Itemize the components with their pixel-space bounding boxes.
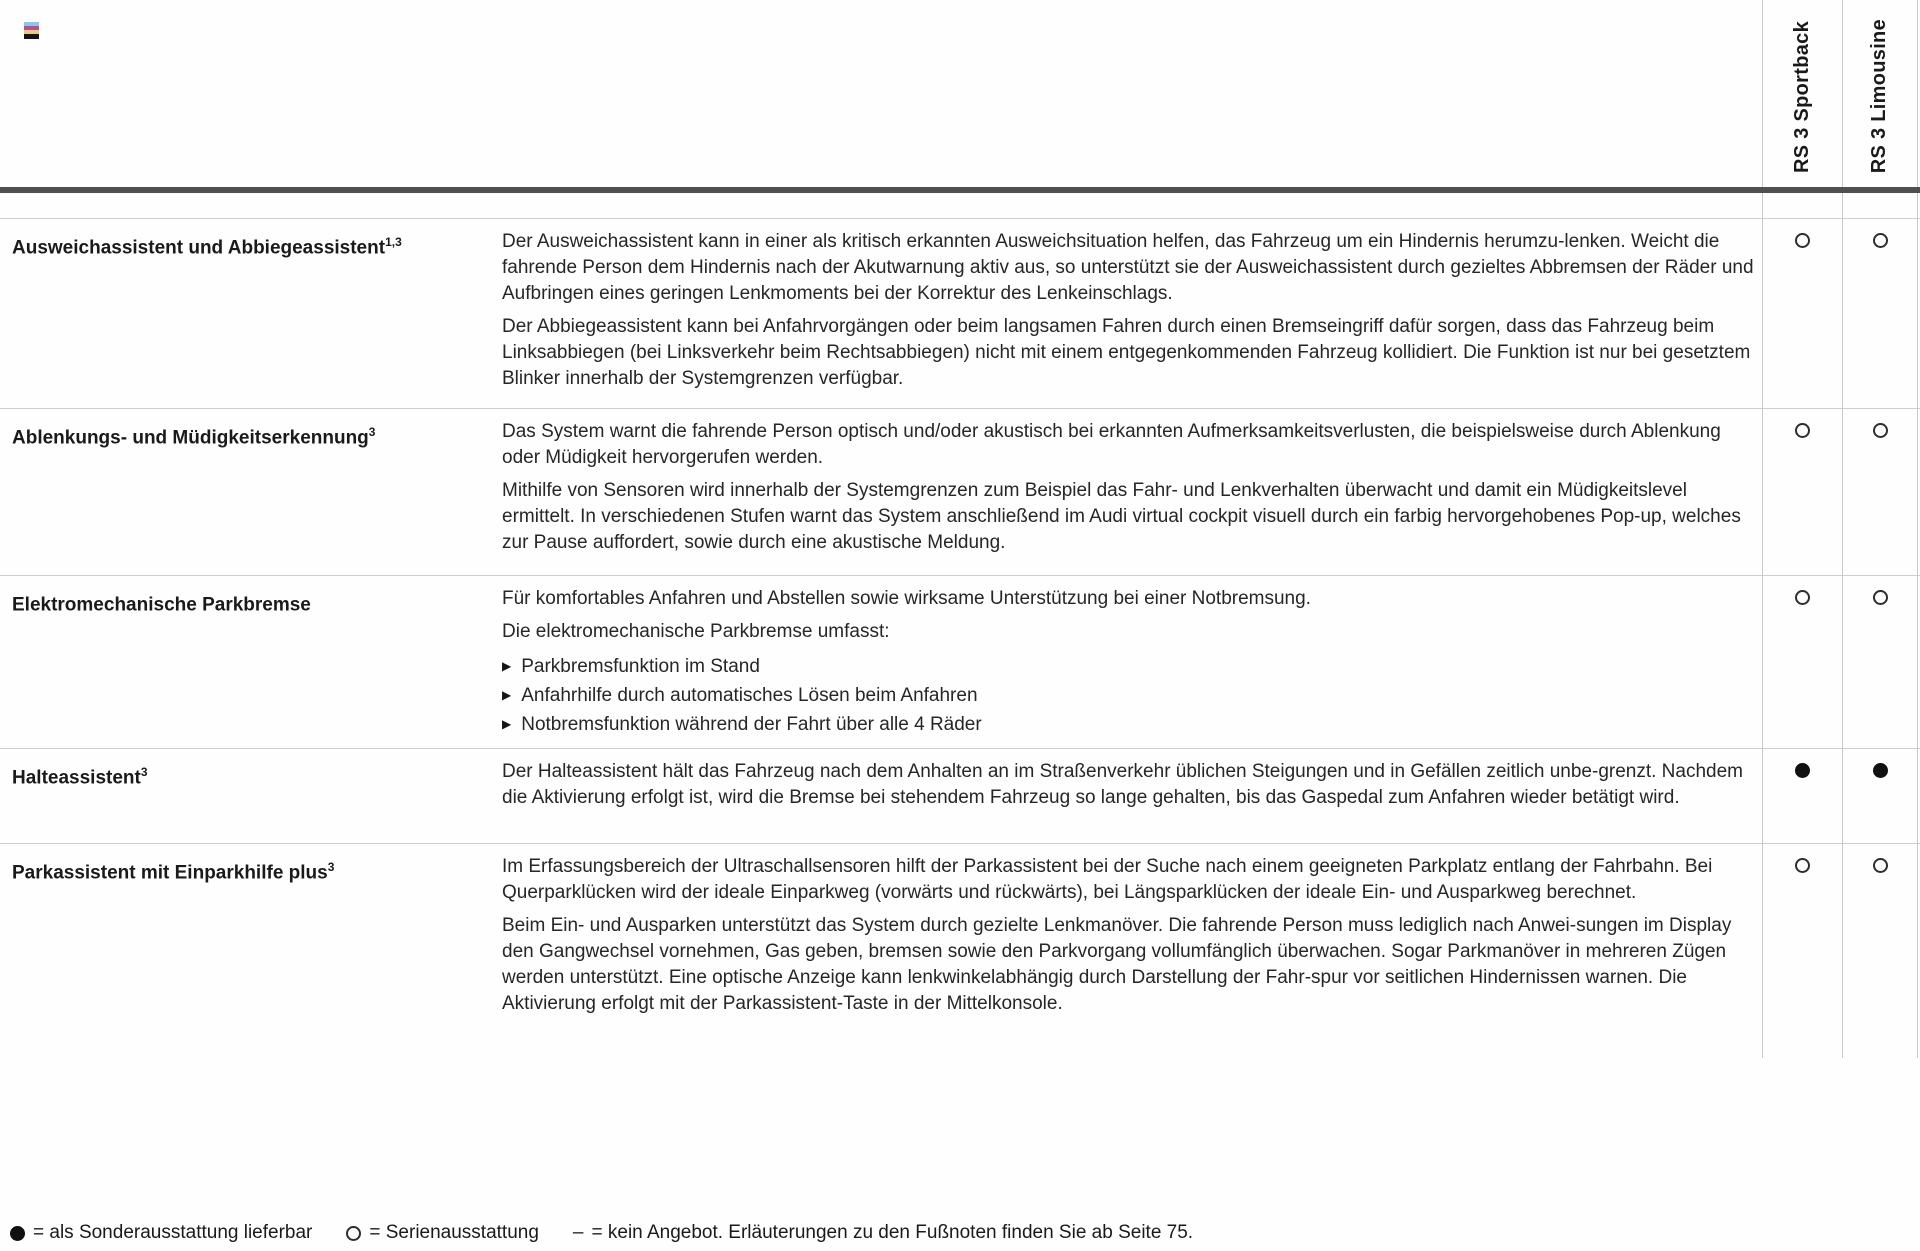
limousine-availability <box>1843 844 1917 1058</box>
footnote-superscript: 3 <box>140 765 148 779</box>
description-paragraph: Das System warnt die fahrende Person optisch und/oder akustisch bei erkannten Aufmerksamkeitsverlusten, die beispielsweise durch Ablenkung oder Müdigkeit hervorgerufen werden. <box>502 421 1721 468</box>
description-paragraph: Mithilfe von Sensoren wird innerhalb der Systemgrenzen zum Beispiel das Fahr- und Lenkverhalten überwacht und damit ein Müdigkeitslevel ermittelt. In verschiedenen Stufen warnt das System anschließend im Audi virtual cockpit visuell durch ein farbig hervorgehobenes Pop-up, welches zur Pause auffordert, sowie durch eine akustische Meldung. <box>502 480 1741 553</box>
description-paragraph: Der Abbiegeassistent kann bei Anfahrvorgängen oder beim langsamen Fahren durch einen Bremseingriff dafür sorgen, dass das Fahrzeug beim Linksabbiegen (bei Linksverkehr beim Rechtsabbiegen) nicht mit einem entgegenkommenden Fahrzeug kollidiert. Die Funktion ist nur bei gesetztem Blinker innerhalb der Systemgrenzen verfügbar. <box>502 316 1751 389</box>
availability-circle-icon <box>1873 763 1888 778</box>
feature-name: Ablenkungs- und Müdigkeitserkennung$^3$ <box>12 425 376 449</box>
limousine-availability <box>1843 576 1917 748</box>
feature-name: Parkassistent mit Einparkhilfe plus$^3$ <box>12 860 335 884</box>
limousine-availability <box>1843 749 1917 843</box>
description-paragraph: Beim Ein- und Ausparken unterstützt das System durch gezielte Lenkmanöver. Die fahrende Person muss lediglich nach Anwei-sungen im Display den Gangwechsel vornehmen, Gas geben, bremsen sowie den Parkvorgang vollumfänglich überwachen. Sogar Parkmanöver in mehreren Zügen werden unterstützt. Eine optische Anzeige kann lenkwinkelabhängig durch Darstellung der Fahr-spur vor seitlichen Hindernissen warnen. Die Aktivierung erfolgt mit der Parkassistent-Taste in der Mittelkonsole. <box>502 915 1732 1014</box>
bullet-item: ▶ Notbremsfunktion während der Fahrt über alle 4 Räder <box>502 714 982 735</box>
legend-none <box>573 1222 1193 1244</box>
limousine-availability <box>1843 219 1917 408</box>
column-header-limousine <box>1842 0 1917 187</box>
feature-description <box>502 854 1755 1024</box>
header-divider-bar <box>0 187 1920 193</box>
availability-circle-icon <box>1795 590 1810 605</box>
legend-standard <box>346 1222 539 1244</box>
availability-circle-icon <box>1873 423 1888 438</box>
legend-optional-text: = als Sonderausstattung lieferbar <box>33 1222 313 1243</box>
feature-bullet-list <box>502 655 1755 738</box>
limousine-availability <box>1843 409 1917 575</box>
dash-icon: – <box>572 1222 584 1243</box>
sportback-availability <box>1763 576 1842 748</box>
feature-row <box>0 748 1920 843</box>
footnote-superscript: 3 <box>327 860 335 874</box>
legend-none-text: = kein Angebot. Erläuterungen zu den Fußnoten finden Sie ab Seite 75. <box>591 1222 1194 1243</box>
footnote-superscript: 1,3 <box>385 235 402 249</box>
filled-circle-icon <box>10 1226 25 1241</box>
sportback-availability <box>1763 749 1842 843</box>
feature-row <box>0 843 1920 1058</box>
availability-circle-icon <box>1873 590 1888 605</box>
availability-circle-icon <box>1795 763 1810 778</box>
legend-standard-text: = Serienausstattung <box>369 1222 539 1243</box>
description-paragraph: Für komfortables Anfahren und Abstellen sowie wirksame Unterstützung bei einer Notbremsung. <box>502 588 1311 609</box>
sportback-availability <box>1763 844 1842 1058</box>
bullet-item: ▶ Anfahrhilfe durch automatisches Lösen beim Anfahren <box>502 685 978 706</box>
availability-circle-icon <box>1873 233 1888 248</box>
description-paragraph: Die elektromechanische Parkbremse umfasst: <box>502 621 890 642</box>
bullet-triangle-icon: ▶ <box>502 688 512 702</box>
feature-name: Ausweichassistent und Abbiegeassistent$^{1,3}$ <box>12 235 402 259</box>
availability-circle-icon <box>1795 233 1810 248</box>
availability-circle-icon <box>1795 423 1810 438</box>
description-paragraph: Der Halteassistent hält das Fahrzeug nach dem Anhalten an im Straßenverkehr üblichen Steigungen und in Gefällen zeitlich unbe-grenzt. Nachdem die Aktivierung erfolgt ist, wird die Bremse bei stehendem Fahrzeug so lange gehalten, bis das Gaspedal zum Anfahren wieder betätigt wird. <box>502 761 1743 808</box>
legend-optional <box>10 1222 312 1244</box>
availability-circle-icon <box>1873 858 1888 873</box>
open-circle-icon <box>346 1226 361 1241</box>
feature-description <box>502 419 1755 563</box>
description-paragraph: Im Erfassungsbereich der Ultraschallsensoren hilft der Parkassistent bei der Suche nach einem geeigneten Parkplatz entlang der Fahrbahn. Bei Querparklücken wird der ideale Einparkweg (vorwärts und rückwärts), bei Längsparklücken der ideale Ein- und Ausparkweg berechnet. <box>502 856 1713 903</box>
print-registration-mark-icon <box>24 22 39 39</box>
feature-row <box>0 408 1920 575</box>
feature-name: Elektromechanische Parkbremse <box>12 594 311 616</box>
feature-row <box>0 575 1920 748</box>
sportback-availability <box>1763 219 1842 408</box>
availability-legend <box>10 1222 1710 1244</box>
feature-row <box>0 218 1920 408</box>
feature-description <box>502 586 1755 742</box>
sportback-availability <box>1763 409 1842 575</box>
bullet-triangle-icon: ▶ <box>502 717 512 731</box>
bullet-triangle-icon: ▶ <box>502 659 512 673</box>
feature-description <box>502 229 1755 399</box>
description-paragraph: Der Ausweichassistent kann in einer als kritisch erkannten Ausweichsituation helfen, das Fahrzeug um ein Hindernis herumzu-lenken. Weicht die fahrende Person dem Hindernis nach der Akutwarnung aktiv aus, so unterstützt sie der Ausweichassistent durch gezieltes Abbremsen der Räder und Aufbringen eines geringen Lenkmoments bei der Korrektur des Lenkeinschlags. <box>502 231 1754 304</box>
feature-name: Halteassistent$^3$ <box>12 765 148 789</box>
feature-description <box>502 759 1755 818</box>
footnote-superscript: 3 <box>368 425 376 439</box>
availability-circle-icon <box>1795 858 1810 873</box>
column-header-sportback <box>1762 0 1842 187</box>
column-header-label: RS 3 Sportback <box>1790 20 1813 173</box>
column-header-label: RS 3 Limousine <box>1868 18 1890 173</box>
bullet-item: ▶ Parkbremsfunktion im Stand <box>502 656 760 677</box>
